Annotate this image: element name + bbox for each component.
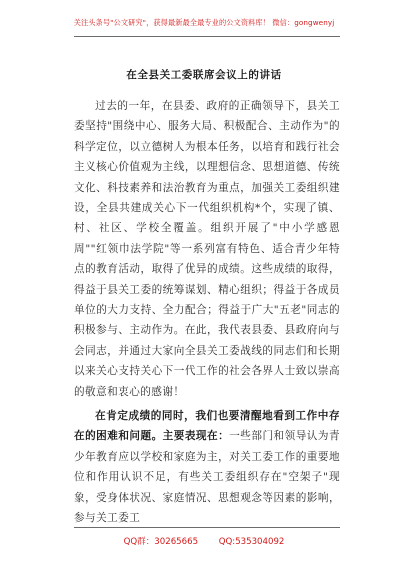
paragraph-2: [74, 406, 340, 528]
paragraph-1-text: 过去的一年，在县委、政府的正确领导下，县关工委坚持"围绕中心、服务大局、积极配合、主动作为"的科学定位，以立德树人为根本任务，以培育和践行社会主义核心价值观为主线，以理想信念、思想道德、传统文化、科技素养和法治教育为重点，加强关工委组织建设，全县共建成关心下一代组织机构*个，实现了镇、村、社区、学校全覆盖。组织开展了"中小学感恩周""红领巾法学院"等一系列富有特色、适合青少年特点的教育活动，取得了优异的成绩。这些成绩的取得，得益于县关工委的统筹谋划、精心组织；得益于各成员单位的大力支持、全力配合；得益于广大"五老"同志的积极参与、主动作为。在此，我代表县委、县政府向与会同志，并通过大家向全县关工委战线的同志们和长期以来关心支持关心下一代工作的社会各界人士致以崇高的敬意和衷心的感谢！: [74, 100, 340, 398]
document-title: 在全县关工委联席会议上的讲话: [126, 69, 282, 81]
header-banner: 关注头条号"公文研究"，获得最新最全最专业的公文资料库！ 微信：gongwenyj: [73, 18, 335, 27]
header-divider: [74, 36, 340, 37]
footer-divider: [74, 527, 340, 528]
paragraph-2-lead: 在肯定成绩的同时，我们也要清醒地看到工作中存在的困难和问题。主要表现在：: [74, 410, 340, 443]
paragraph-2-text: 一些部门和领导认为青少年教育应以学校和家庭为主，对关工委工作的重要地位和作用认识不足，有些关工委组织存在"空架子"现象，受身体状况、家庭情况、思想观念等因素的影响，参与关工委工: [74, 430, 340, 525]
paragraph-1: [74, 96, 340, 402]
footer-contact: QQ群：30265665 QQ:535304092: [123, 537, 285, 547]
